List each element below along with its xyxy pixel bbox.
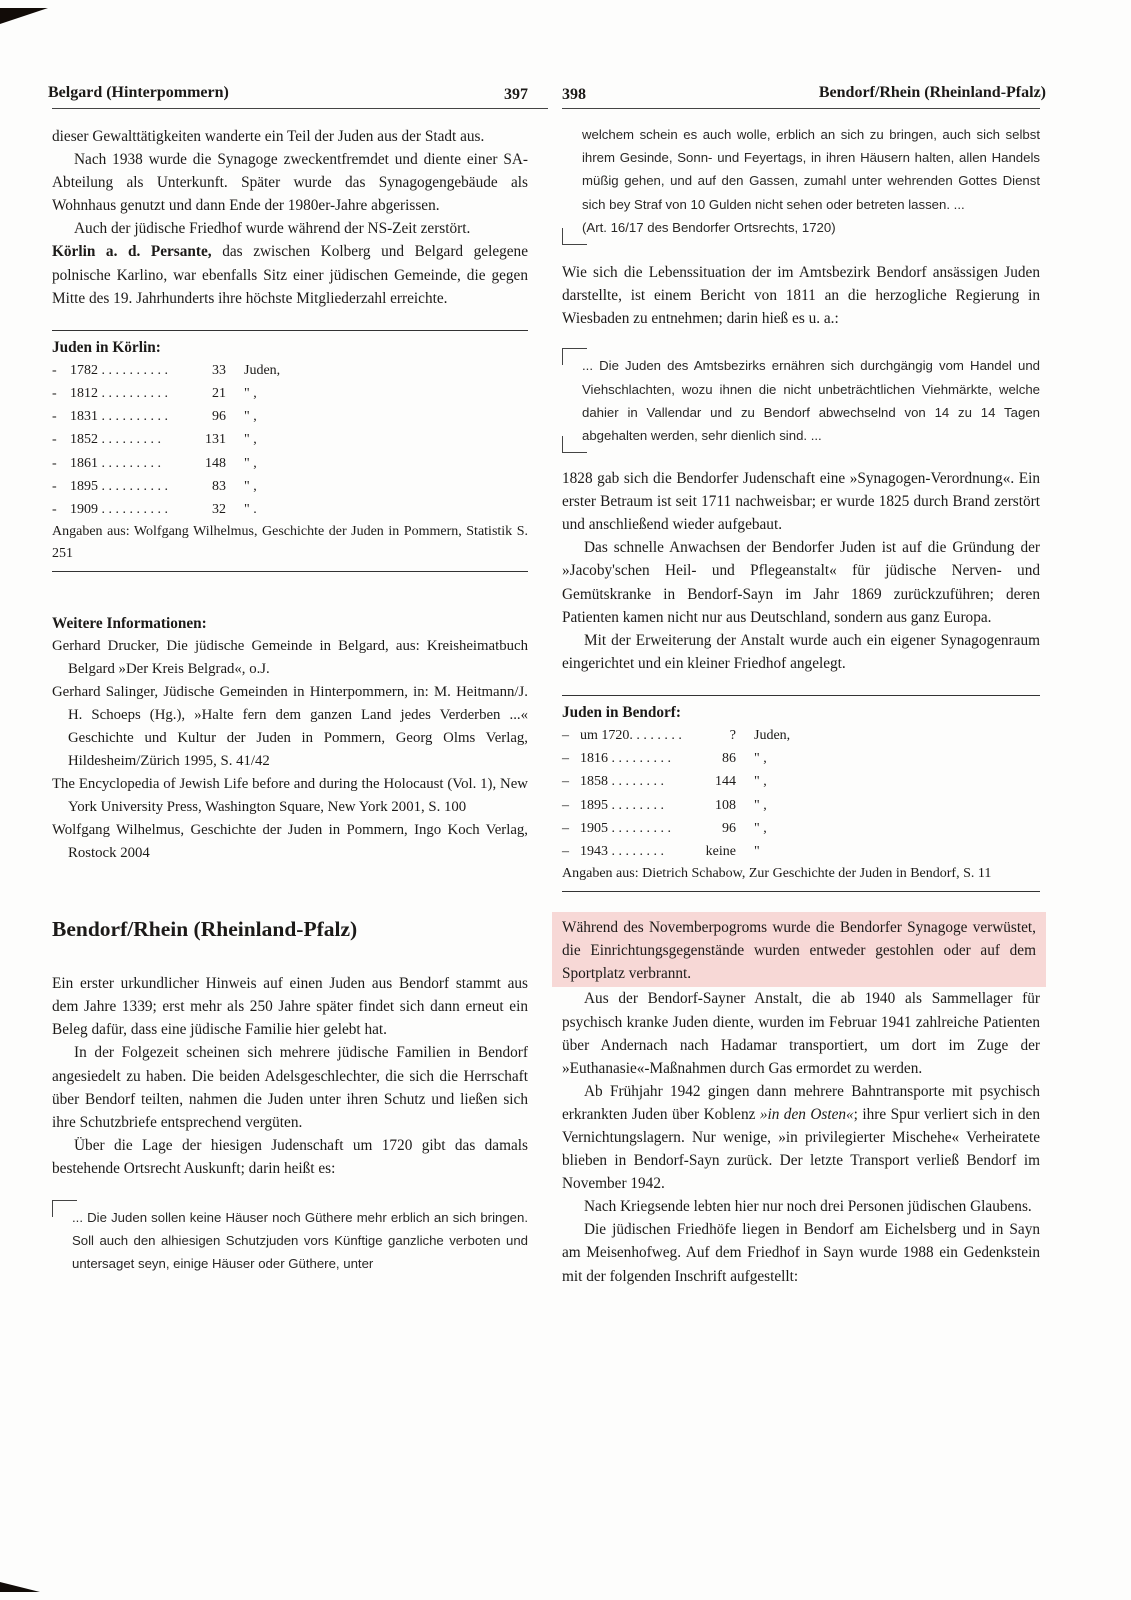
stats-row (562, 840, 1040, 863)
stats-source: Angaben aus: Wolfgang Wilhelmus, Geschichte der Juden in Pommern, Statistik S. 251 (52, 524, 528, 562)
emphasis-text: »in den Osten« (759, 1105, 854, 1123)
paragraph (562, 1080, 1040, 1195)
quote-block-continued (562, 123, 1040, 239)
stat-year: 1909 . . . . . . . . . . (70, 501, 168, 517)
paragraph: Das schnelle Anwachsen der Bendorfer Juden ist auf die Gründung der »Jacoby'schen Heil- und Pflegeanstalt« für jüdische Nerven- und Gemütskranke in Bendorf-Sayn im Jahr 1869 zurückzuführen; deren Patienten kamen nicht nur aus Deutschland, sondern aus ganz Europa. (562, 539, 1040, 626)
left-running-head (48, 80, 548, 109)
stat-dash: – (562, 843, 569, 859)
stat-count: 96 (722, 820, 736, 836)
stats-row (52, 498, 528, 521)
stat-dash: – (562, 797, 569, 813)
paragraph: Wie sich die Lebenssituation der im Amtsbezirk Bendorf ansässigen Juden darstellte, ist einem Bericht von 1811 an die herzogliche Regierung in Wiesbaden zu entnehmen; darin hieß es u. a.: (562, 264, 1040, 328)
reference-item: Gerhard Salinger, Jüdische Gemeinden in Hinterpommern, in: M. Heitmann/J. H. Schoeps (Hg.), »Halte fern dem ganzen Land jedes Verderben ...« Geschichte und Kultur der Juden in Pommern, Georg Olms Verlag, Hildesheim/Zürich 1995, S. 41/42 (52, 684, 528, 770)
reference-item: Wolfgang Wilhelmus, Geschichte der Juden in Pommern, Ingo Koch Verlag, Rostock 2004 (52, 822, 528, 862)
stat-dash: - (52, 501, 57, 517)
stat-year: 1858 . . . . . . . . (580, 774, 664, 790)
stat-dash: – (562, 774, 569, 790)
highlighted-paragraph: Während des Novemberpogroms wurde die Bendorfer Synagoge verwüstet, die Einrichtungsgegenstände wurden entweder gestohlen oder auf dem Sportplatz verbrannt. (562, 919, 1036, 983)
paragraph: dieser Gewalttätigkeiten wanderte ein Teil der Juden aus der Stadt aus. (52, 128, 485, 145)
koerlin-paragraph (52, 240, 528, 309)
running-title: Belgard (Hinterpommern) (48, 84, 229, 101)
reference-item: Gerhard Drucker, Die jüdische Gemeinde in Belgard, aus: Kreisheimatbuch Belgard »Der Kreis Belgrad«, o.J. (52, 638, 528, 678)
stat-year: 1861 . . . . . . . . . (70, 455, 161, 471)
highlighted-passage (552, 912, 1046, 987)
stat-dash: - (52, 478, 57, 494)
stat-dash: - (52, 385, 57, 401)
right-running-head (562, 80, 1046, 109)
paragraph: Nach Kriegsende lebten hier nur noch drei Personen jüdischen Glaubens. (584, 1198, 1032, 1216)
stat-year: 1895 . . . . . . . . . . (70, 478, 168, 494)
stat-unit: " , (244, 455, 257, 471)
stat-unit: " , (244, 409, 257, 425)
stat-unit: " , (244, 385, 257, 401)
stats-row (52, 452, 528, 475)
quote-bracket-open (52, 1200, 77, 1217)
stat-count: keine (705, 843, 736, 859)
stat-count: ? (729, 727, 736, 743)
page-number: 398 (562, 86, 586, 103)
stats-source: Angaben aus: Dietrich Schabow, Zur Geschichte der Juden in Bendorf, S. 11 (562, 866, 992, 882)
stat-dash: – (562, 820, 569, 836)
stat-unit: " , (244, 432, 257, 448)
stats-row (562, 794, 1040, 817)
stat-unit: Juden, (244, 362, 281, 378)
stat-dash: – (562, 751, 569, 767)
stat-count: 21 (212, 385, 226, 401)
stat-year: 1812 . . . . . . . . . . (70, 385, 168, 401)
stats-box-bendorf (562, 695, 1040, 892)
stat-unit: " , (244, 478, 257, 494)
stat-unit: " , (754, 797, 767, 813)
stat-count: 144 (715, 774, 736, 790)
stat-count: 148 (205, 455, 226, 471)
stat-count: 131 (205, 432, 226, 448)
stat-unit: " , (754, 820, 767, 836)
further-info-title: Weitere Informationen: (52, 615, 207, 633)
stat-count: 32 (212, 501, 226, 517)
stats-row (562, 724, 1040, 747)
stat-year: um 1720. . . . . . . . (580, 727, 682, 743)
stat-year: 1782 . . . . . . . . . . (70, 362, 168, 378)
left-page-column (48, 80, 528, 1289)
paragraph: Auch der jüdische Friedhof wurde während der NS-Zeit zerstört. (74, 220, 471, 238)
stat-unit: " (754, 843, 760, 859)
scan-corner-bottom-left (0, 1582, 40, 1592)
scan-corner-top-left (0, 8, 48, 24)
stat-count: 83 (212, 478, 226, 494)
stat-dash: - (52, 432, 57, 448)
quote-bracket-open (562, 348, 587, 365)
reference-item: The Encyclopedia of Jewish Life before and during the Holocaust (Vol. 1), New York University Press, Washington Square, New York 2001, S. 100 (52, 776, 528, 816)
stat-year: 1905 . . . . . . . . . (580, 820, 671, 836)
stat-unit: " , (754, 774, 767, 790)
stat-unit: " , (754, 751, 767, 767)
stats-row (562, 747, 1040, 770)
quote-text: welchem schein es auch wolle, erblich an sich zu bringen, auch sich selbst ihrem Gesinde, Sonn- und Feyertags, in ihren Häusern halten, allen Handels müßig gehen, und auf den Gassen, zumahl unter wehrenden Gottes Dienst sich bey Straf von 10 Gulden nicht sehen oder betreten lassen. ... (582, 127, 1040, 212)
stats-row (562, 770, 1040, 793)
further-information (52, 612, 528, 865)
stat-dash: - (52, 409, 57, 425)
paragraph: Über die Lage der hiesigen Judenschaft um 1720 gibt das damals bestehende Ortsrecht Auskunft; darin heißt es: (52, 1136, 528, 1177)
paragraph: 1828 gab sich die Bendorfer Judenschaft eine »Synagogen-Verordnung«. Ein erster Betraum ist seit 1711 nachweisbar; er wurde 1825 durch Brand zerstört und anschließend wieder aufgebaut. (562, 470, 1040, 534)
stat-count: 96 (212, 409, 226, 425)
paragraph: Die jüdischen Friedhöfe liegen in Bendorf am Eichelsberg und in Sayn am Meisenhofweg. Auf dem Friedhof in Sayn wurde 1988 ein Gedenkstein mit der folgenden Inschrift aufgestellt: (562, 1221, 1040, 1285)
section-heading: Bendorf/Rhein (Rheinland-Pfalz) (52, 917, 358, 942)
stats-box-koerlin (52, 330, 528, 572)
stat-dash: - (52, 455, 57, 471)
stat-year: 1852 . . . . . . . . . (70, 432, 161, 448)
paragraph-text: Ab Frühjahr 1942 gingen dann mehrere Bahntransporte mit psychisch erkrankten Juden über Koblenz (562, 1082, 1040, 1123)
quote-bracket-close (562, 436, 587, 453)
stat-year: 1895 . . . . . . . . (580, 797, 664, 813)
quote-text: ... Die Juden des Amtsbezirks ernähren sich durchgängig vom Handel und Viehschlachten, wozu ihnen die nicht unbeträchtlichen Viehmärkte, welche dahier in Vallendar und zu Bendorf abwechselnd von 14 zu 14 Tagen abgehalten werden, sehr dienlich sind. ... (582, 358, 1040, 443)
stats-row (52, 405, 528, 428)
paragraph-text: das zwischen Kolberg und Belgard gelegene polnische Karlino, war ebenfalls Sitz einer jüdischen Gemeinde, die gegen Mitte des 19. Jahrhunderts ihre höchste Mitgliederzahl erreichte. (52, 243, 528, 307)
quote-block (52, 1206, 528, 1276)
stat-count: 33 (212, 362, 226, 378)
paragraph: Aus der Bendorf-Sayner Anstalt, die ab 1940 als Sammellager für psychisch kranke Juden diente, wurden im Februar 1941 zahlreiche Patienten über Andernach nach Hadamar transportiert, um dort im Zuge der »Euthanasie«-Maßnahmen durch Gas ermordet zu werden. (562, 990, 1040, 1077)
place-name: Körlin a. d. Persante, (52, 243, 212, 261)
paragraph-text: ; ihre Spur verliert sich in den Vernichtungslagern. Nur wenige, »in privilegierter Mischehe« Verheiratete blieben in Bendorf-Sayn zurück. Der letzte Transport verließ Bendorf im November 1942. (562, 1105, 1040, 1193)
paragraph: Nach 1938 wurde die Synagoge zweckentfremdet und diente einer SA-Abteilung als Unterkunft. Später wurde das Synagogengebäude als Wohnhaus genutzt und dann Ende der 1980er-Jahre abgerissen. (52, 151, 528, 215)
right-page-column (562, 80, 1046, 1288)
stat-unit: Juden, (754, 727, 791, 743)
stat-dash: – (562, 727, 569, 743)
stat-count: 108 (715, 797, 736, 813)
stats-row (52, 382, 528, 405)
stats-row (52, 475, 528, 498)
stat-year: 1816 . . . . . . . . . (580, 751, 671, 767)
page-number: 397 (504, 86, 528, 103)
quote-bracket-close (562, 228, 587, 245)
stat-year: 1943 . . . . . . . . (580, 843, 664, 859)
paragraph: Ein erster urkundlicher Hinweis auf einen Juden aus Bendorf stammt aus dem Jahre 1339; erst mehr als 250 Jahre später findet sich dann erneut ein Beleg dafür, dass eine jüdische Familie hier gelebt hat. (52, 975, 528, 1039)
stat-count: 86 (722, 751, 736, 767)
stats-title: Juden in Bendorf: (562, 703, 681, 721)
quote-text: ... Die Juden sollen keine Häuser noch Güthere mehr erblich an sich bringen. Soll auch den alhiesigen Schutzjuden vors Künftige ganzliche verboten und untersaget seyn, einige Häuser oder Güthere, unter (72, 1210, 528, 1272)
quote-citation: (Art. 16/17 des Bendorfer Ortsrechts, 1720) (582, 219, 836, 235)
stat-unit: " . (244, 501, 257, 517)
paragraph: Mit der Erweiterung der Anstalt wurde auch ein eigener Synagogenraum eingerichtet und ein kleiner Friedhof angelegt. (562, 631, 1040, 672)
running-title: Bendorf/Rhein (Rheinland-Pfalz) (818, 84, 1046, 101)
stats-title: Juden in Körlin: (52, 338, 161, 356)
stats-row (562, 817, 1040, 840)
stats-row (52, 359, 528, 382)
paragraph: In der Folgezeit scheinen sich mehrere jüdische Familien in Bendorf angesiedelt zu haben. Die beiden Adelsgeschlechter, die sich die Herrschaft über Bendorf teilten, nahmen die Juden unter ihren Schutz und ließen sich ihre Schutzbriefe entsprechend vergüten. (52, 1044, 528, 1131)
quote-block (562, 354, 1040, 447)
stats-row (52, 428, 528, 451)
stat-year: 1831 . . . . . . . . . . (70, 409, 168, 425)
stat-dash: - (52, 362, 57, 378)
